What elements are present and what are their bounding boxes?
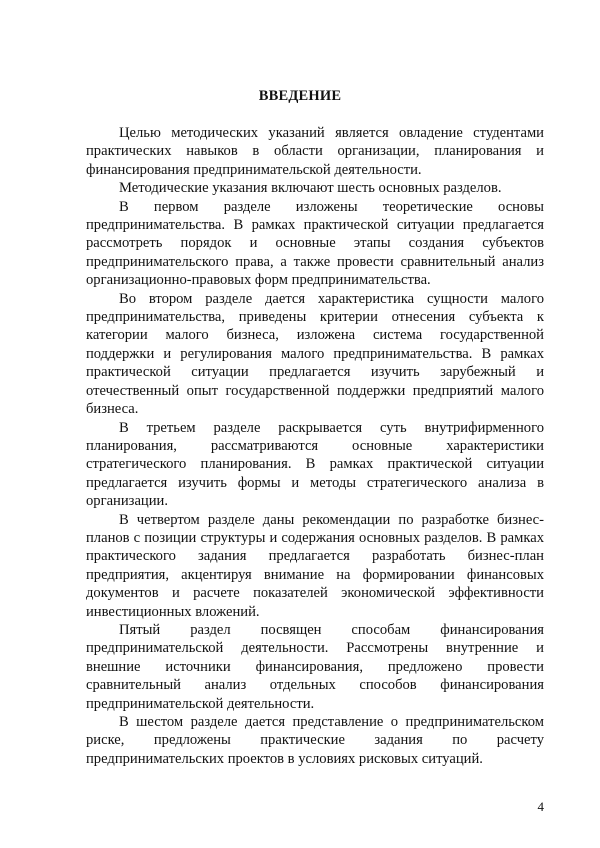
paragraph-section-2: Во втором разделе дается характеристика сущности малого предпринимательства, приведены критерии отнесения субъекта к категории малого бизнеса, изложена система государственной поддержки и регулирования малого предпринимательства. В рамках практической ситуации предлагается изучить зарубежный и отечественный опыт государственной поддержки предприятий малого бизнеса. xyxy=(86,290,544,418)
paragraph-section-3: В третьем разделе раскрывается суть внутрифирменного планирования, рассматриваются основные характеристики стратегического планирования. В рамках практической ситуации предлагается изучить формы и методы стратегического анализа в организации. xyxy=(86,419,544,510)
page-number: 4 xyxy=(537,799,544,814)
paragraph-section-5: Пятый раздел посвящен способам финансирования предпринимательской деятельности. Рассмотрены внутренние и внешние источники финансирования, предложено провести сравнительный анализ отдельных способов финансирования предпринимательской деятельности. xyxy=(86,621,544,712)
body-text xyxy=(86,124,544,768)
paragraph-sections-count: Методические указания включают шесть основных разделов. xyxy=(119,180,502,197)
page-title: ВВЕДЕНИЕ xyxy=(258,88,342,104)
paragraph-section-1: В первом разделе изложены теоретические основы предпринимательства. В рамках практической ситуации предлагается рассмотреть порядок и основные этапы создания субъектов предпринимательского права, а также провести сравнительный анализ организационно-правовых форм предпринимательства. xyxy=(86,198,544,289)
paragraph-section-6: В шестом разделе дается представление о предпринимательском риске, предложены практические задания по расчету предпринимательских проектов в условиях рисковых ситуаций. xyxy=(86,714,544,767)
paragraph-goal: Целью методических указаний является овладение студентами практических навыков в области организации, планирования и финансирования предпринимательской деятельности. xyxy=(86,125,544,178)
paragraph-section-4: В четвертом разделе даны рекомендации по разработке бизнес-планов с позиции структуры и содержания основных разделов. В рамках практического задания предлагается разработать бизнес-план предприятия, акцентируя внимание на формировании финансовых документов и расчете показателей экономической эффективности инвестиционных вложений. xyxy=(86,511,544,620)
